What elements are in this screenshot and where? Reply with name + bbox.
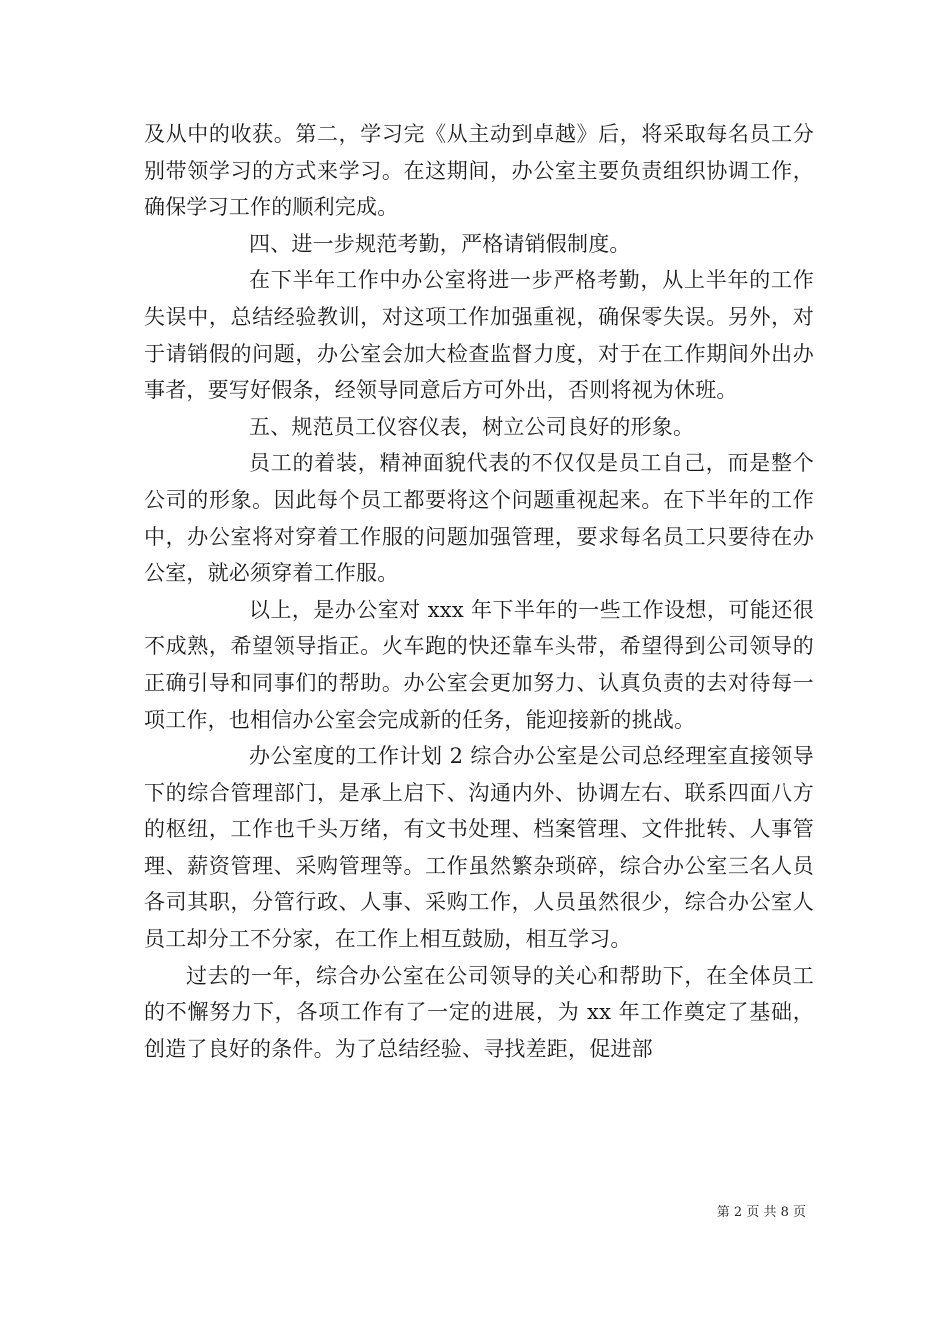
paragraph-attendance: 在下半年工作中办公室将进一步严格考勤，从上半年的工作失误中，总结经验教训，对这项工作加强重视，确保零失误。另外，对于请销假的问题，办公室会加大检查监督力度，对于在工作期间外出办事者，要写好假条，经领导同意后方可外出，否则将视为休班。: [144, 268, 814, 403]
paragraph-summary: 以上，是办公室对 xxx 年下半年的一些工作设想，可能还很不成熟，希望领导指正。火车跑的快还靠车头带，希望得到公司领导的正确引导和同事们的帮助。办公室会更加努力、认真负责的去对待每一项工作，也相信办公室会完成新的任务，能迎接新的挑战。: [144, 597, 814, 732]
section-heading-five: 五、规范员工仪容仪表，树立公司良好的形象。: [249, 414, 695, 439]
paragraph-appearance: 员工的着装，精神面貌代表的不仅仅是员工自己，而是整个公司的形象。因此每个员工都要将这个问题重视起来。在下半年的工作中，办公室将对穿着工作服的问题加强管理，要求每名员工只要待在办公室，就必须穿着工作服。: [144, 451, 814, 586]
paragraph-plan-two: 办公室度的工作计划 2 综合办公室是公司总经理室直接领导下的综合管理部门，是承上启下、沟通内外、协调左右、联系四面八方的枢纽，工作也千头万绪，有文书处理、档案管理、文件批转、人事管理、薪资管理、采购管理等。工作虽然繁杂琐碎，综合办公室三名人员各司其职，分管行政、人事、采购工作，人员虽然很少，综合办公室人员工却分工不分家，在工作上相互鼓励，相互学习。: [144, 744, 814, 952]
document-body: [144, 116, 814, 1067]
paragraph-continuation: 及从中的收获。第二，学习完《从主动到卓越》后，将采取每名员工分别带领学习的方式来学习。在这期间，办公室主要负责组织协调工作，确保学习工作的顺利完成。: [144, 122, 814, 220]
paragraph-past-year: 过去的一年，综合办公室在公司领导的关心和帮助下，在全体员工的不懈努力下，各项工作有了一定的进展，为 xx 年工作奠定了基础，创造了良好的条件。为了总结经验、寻找差距，促进部: [144, 963, 814, 1061]
page-number: 第 2 页 共 8 页: [716, 1205, 806, 1220]
section-heading-four: 四、进一步规范考勤，严格请销假制度。: [249, 231, 631, 256]
